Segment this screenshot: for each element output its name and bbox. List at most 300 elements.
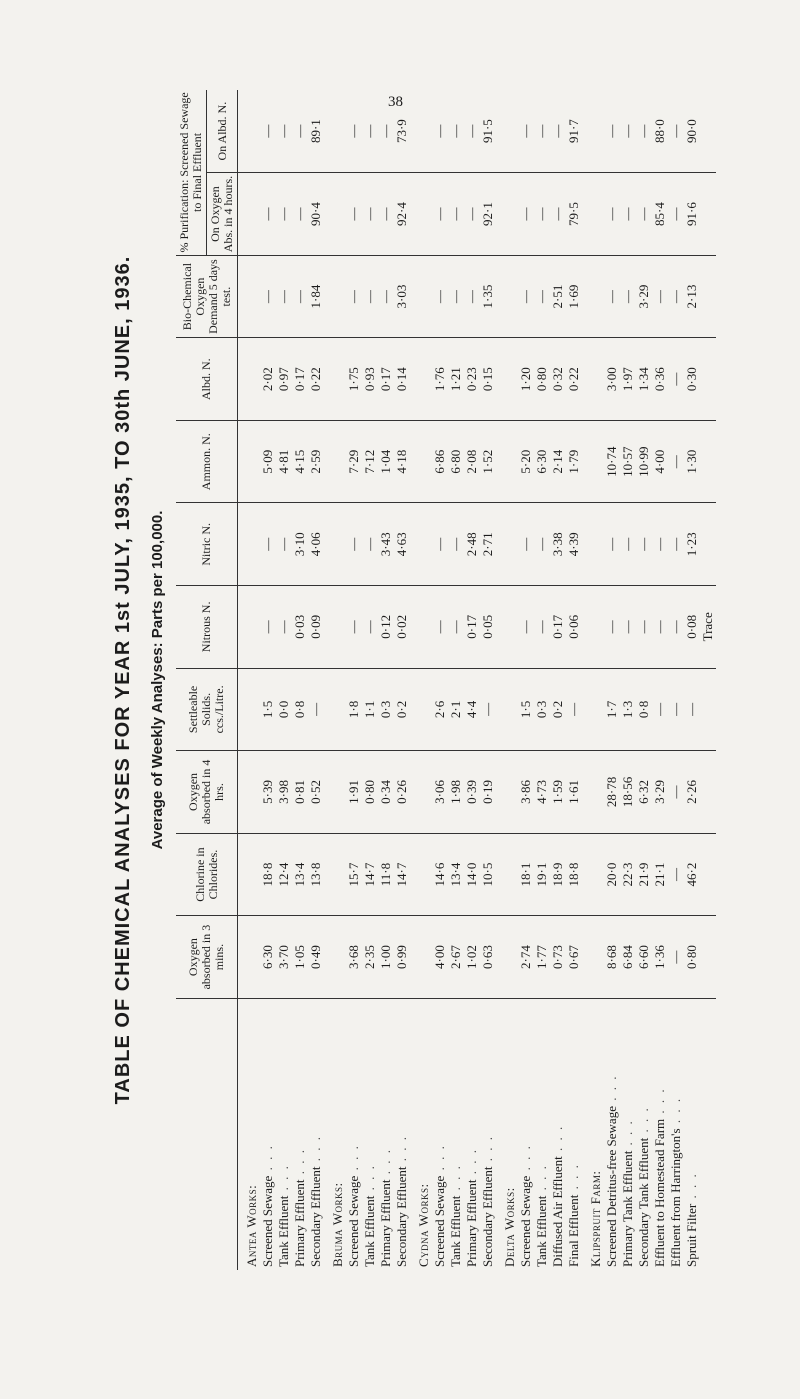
table-row [480,90,496,1270]
sample-name: Final Effluent [566,1194,581,1267]
table-row [534,90,550,1270]
sample-name: Tank Effluent [534,1195,549,1267]
leader-dots: . . . [448,1164,463,1196]
rotated-table-sheet [110,90,715,1270]
value-cell: 1·1 [362,668,378,751]
empty-cell [582,173,604,256]
analyses-table [176,90,716,1270]
value-cell: 2·26 [684,751,700,834]
empty-cell [700,338,716,421]
value-cell: — [448,586,464,669]
header-bod: Bio-Chemical Oxygen Demand 5 days test. [176,255,238,338]
value-cell: — [292,255,308,338]
value-cell: — [480,668,496,751]
sample-name-cell [604,998,620,1270]
value-cell: 10·99 [636,420,652,503]
value-cell: 22·3 [620,833,636,916]
leader-dots: . . . [636,1106,651,1138]
value-cell: — [448,90,464,173]
value-cell: 2·1 [448,668,464,751]
value-cell: 4·00 [432,916,448,999]
empty-cell [238,503,261,586]
value-cell: — [260,586,276,669]
value-cell: 6·30 [534,420,550,503]
value-cell: 0·34 [378,751,394,834]
value-cell: 21·9 [636,833,652,916]
value-cell: — [636,90,652,173]
header-nitrous: Nitrous N. [176,586,238,669]
value-cell: 0·2 [550,668,566,751]
leader-dots: . . . [480,1135,495,1167]
empty-cell [238,916,261,999]
value-cell: 4·73 [534,751,550,834]
value-cell: — [604,90,620,173]
value-cell: — [668,90,684,173]
sample-name: Screened Detritus-free Sewage [604,1106,619,1267]
value-cell: 0·39 [464,751,480,834]
table-title: TABLE OF CHEMICAL ANALYSES FOR YEAR 1st JULY, 1935, TO 30th JUNE, 1936. [112,255,134,1105]
value-cell: 0·97 [276,338,292,421]
value-cell: — [260,503,276,586]
value-cell: — [534,586,550,669]
value-cell: 18·56 [620,751,636,834]
value-cell: — [448,255,464,338]
value-cell: — [378,173,394,256]
value-cell: — [604,503,620,586]
sample-name-cell [394,998,410,1270]
value-cell: 14·0 [464,833,480,916]
sample-name-cell [346,998,362,1270]
value-cell: 1·75 [346,338,362,421]
empty-cell [582,916,604,999]
value-cell: 7·12 [362,420,378,503]
leader-dots: . . . [378,1148,393,1180]
works-name: Cydna Works: [416,1183,431,1267]
sample-name-cell [260,998,276,1270]
empty-cell [700,173,716,256]
empty-cell [238,173,261,256]
value-cell: 1·79 [566,420,582,503]
value-cell: — [668,916,684,999]
value-cell: 4·18 [394,420,410,503]
value-cell: 3·98 [276,751,292,834]
value-cell: 2·14 [550,420,566,503]
sample-name: Screened Sewage [260,1175,275,1267]
sample-name-cell [652,998,668,1270]
empty-cell [410,420,432,503]
table-row [432,90,448,1270]
sample-name-cell [636,998,652,1270]
value-cell: 1·5 [518,668,534,751]
header-sample [176,998,238,1270]
table-row [636,90,652,1270]
value-cell: 1·35 [480,255,496,338]
value-cell: — [534,503,550,586]
value-cell: 2·08 [464,420,480,503]
table-row [292,90,308,1270]
table-row [394,90,410,1270]
empty-cell [238,751,261,834]
empty-cell [410,173,432,256]
value-cell: — [346,586,362,669]
value-cell: 92·1 [480,173,496,256]
value-cell: 4·15 [292,420,308,503]
trace-note: Trace [700,586,716,669]
value-cell: 10·74 [604,420,620,503]
value-cell: — [668,173,684,256]
leader-dots: . . . [346,1144,361,1176]
empty-cell [496,90,518,173]
empty-cell [410,503,432,586]
value-cell: 0·3 [534,668,550,751]
empty-cell [700,751,716,834]
table-subtitle: Average of Weekly Analyses: Parts per 100,000. [149,510,166,850]
table-row [518,90,534,1270]
sample-name: Diffused Air Effluent [550,1156,565,1267]
empty-cell [324,668,346,751]
value-cell: 0·8 [292,668,308,751]
value-cell: 0·80 [534,338,550,421]
value-cell: 0·06 [566,586,582,669]
value-cell: 0·3 [378,668,394,751]
value-cell: 88·0 [652,90,668,173]
leader-dots: . . . [566,1163,581,1195]
sample-name-cell [432,998,448,1270]
value-cell: 92·4 [394,173,410,256]
value-cell: 1·76 [432,338,448,421]
trace-note-row [700,90,716,1270]
value-cell: 0·81 [292,751,308,834]
empty-cell [496,503,518,586]
value-cell: 1·77 [534,916,550,999]
header-settleable-solids: Settleable Solids. ccs./Litre. [176,668,238,751]
value-cell: — [518,90,534,173]
table-row [362,90,378,1270]
leader-dots: . . . [394,1135,409,1167]
value-cell: 1·02 [464,916,480,999]
table-row [308,90,324,1270]
sample-name: Primary Effluent [292,1179,307,1267]
sample-name-cell [534,998,550,1270]
sample-name: Secondary Effluent [394,1166,409,1267]
value-cell: 89·1 [308,90,324,173]
value-cell: 1·8 [346,668,362,751]
value-cell: 18·1 [518,833,534,916]
value-cell: 1·34 [636,338,652,421]
value-cell: 0·12 [378,586,394,669]
sample-name-cell [276,998,292,1270]
table-row [668,90,684,1270]
value-cell: — [604,173,620,256]
empty-cell [496,173,518,256]
empty-cell [324,420,346,503]
value-cell: 1·05 [292,916,308,999]
value-cell: — [620,255,636,338]
empty-cell [582,338,604,421]
value-cell: — [668,503,684,586]
works-heading-row [410,90,432,1270]
value-cell: 12·4 [276,833,292,916]
value-cell: 0·93 [362,338,378,421]
empty-cell [324,173,346,256]
empty-cell [324,833,346,916]
value-cell: 1·98 [448,751,464,834]
value-cell: 1·52 [480,420,496,503]
value-cell: 1·21 [448,338,464,421]
header-chlorine: Chlorine in Chlorides. [176,833,238,916]
value-cell: 0·52 [308,751,324,834]
empty-cell [324,338,346,421]
value-cell: 4·00 [652,420,668,503]
value-cell: 3·68 [346,916,362,999]
value-cell: — [260,255,276,338]
sample-name: Screened Sewage [346,1175,361,1267]
value-cell: — [652,586,668,669]
value-cell: 0·80 [362,751,378,834]
value-cell: 0·14 [394,338,410,421]
works-name: Delta Works: [502,1187,517,1267]
works-heading-row [582,90,604,1270]
value-cell: 0·36 [652,338,668,421]
leader-dots: . . . [534,1164,549,1196]
sample-name: Primary Effluent [378,1179,393,1267]
empty-cell [238,90,261,173]
sample-name-cell [566,998,582,1270]
value-cell: — [652,668,668,751]
value-cell: 1·20 [518,338,534,421]
page-number: 38 [388,94,403,110]
leader-dots: . . . [604,1074,619,1107]
sample-name-cell [518,998,534,1270]
value-cell: — [260,90,276,173]
value-cell: 4·81 [276,420,292,503]
value-cell: — [432,173,448,256]
table-row [550,90,566,1270]
value-cell: 4·39 [566,503,582,586]
sample-name: Tank Effluent [362,1195,377,1267]
value-cell: — [362,173,378,256]
leader-dots: . . . [432,1144,447,1176]
leader-dots: . . . [684,1172,699,1204]
empty-cell [324,255,346,338]
value-cell: — [346,503,362,586]
value-cell: 1·3 [620,668,636,751]
value-cell: 4·06 [308,503,324,586]
table-row [378,90,394,1270]
value-cell: 2·51 [550,255,566,338]
value-cell: — [260,173,276,256]
value-cell: 1·97 [620,338,636,421]
empty-cell [324,751,346,834]
leader-dots: . . . [276,1164,291,1196]
value-cell: — [620,503,636,586]
value-cell: — [668,751,684,834]
sample-name: Screened Sewage [518,1175,533,1267]
table-row [620,90,636,1270]
value-cell: 0·23 [464,338,480,421]
value-cell: — [566,668,582,751]
works-heading-row [238,90,261,1270]
sample-name: Effluent from Harrington's [668,1128,683,1267]
value-cell: — [620,173,636,256]
header-purification: % Purification: Screened Sewage to Final Effluent [176,90,207,255]
value-cell: 0·22 [308,338,324,421]
value-cell: 73·9 [394,90,410,173]
value-cell: 0·67 [566,916,582,999]
empty-cell [496,586,518,669]
sample-name: Effluent to Homestead Farm [652,1118,667,1267]
value-cell: — [534,90,550,173]
value-cell: 3·06 [432,751,448,834]
value-cell: 0·02 [394,586,410,669]
value-cell: 1·7 [604,668,620,751]
empty-cell [496,255,518,338]
value-cell: — [518,173,534,256]
value-cell: 20·0 [604,833,620,916]
value-cell: 0·09 [308,586,324,669]
value-cell: 91·5 [480,90,496,173]
empty-cell [582,420,604,503]
value-cell: 0·26 [394,751,410,834]
value-cell: 0·05 [480,586,496,669]
value-cell: 14·7 [394,833,410,916]
value-cell: 2·67 [448,916,464,999]
value-cell: 0·49 [308,916,324,999]
value-cell: 14·6 [432,833,448,916]
value-cell: 0·17 [378,338,394,421]
value-cell: 6·30 [260,916,276,999]
leader-dots: . . . [260,1144,275,1176]
value-cell: 1·69 [566,255,582,338]
value-cell: 0·0 [276,668,292,751]
sample-name: Tank Effluent [276,1195,291,1267]
table-row [260,90,276,1270]
works-heading-row [496,90,518,1270]
empty-cell [410,833,432,916]
value-cell: — [636,586,652,669]
value-cell: — [432,503,448,586]
empty-cell [410,751,432,834]
value-cell: 3·03 [394,255,410,338]
works-heading-row [324,90,346,1270]
value-cell: — [362,503,378,586]
value-cell: 5·39 [260,751,276,834]
sample-name: Screened Sewage [432,1175,447,1267]
header-nitric: Nitric N. [176,503,238,586]
value-cell: 0·08 [684,586,700,669]
table-row [604,90,620,1270]
value-cell: 1·23 [684,503,700,586]
empty-cell [324,90,346,173]
empty-cell [582,833,604,916]
empty-cell [410,255,432,338]
value-cell: 2·74 [518,916,534,999]
leader-dots: . . . [308,1135,323,1167]
value-cell: — [276,586,292,669]
value-cell: 2·02 [260,338,276,421]
value-cell: — [684,668,700,751]
empty-cell [496,420,518,503]
header-purification-oxygen: On Oxygen Abs. in 4 hours. [207,173,238,256]
empty-cell [324,916,346,999]
value-cell: 3·29 [636,255,652,338]
sample-name: Tank Effluent [448,1195,463,1267]
value-cell: — [362,586,378,669]
value-cell: 91·6 [684,173,700,256]
value-cell: — [378,255,394,338]
value-cell: 4·63 [394,503,410,586]
value-cell: 21·1 [652,833,668,916]
value-cell: 3·00 [604,338,620,421]
table-body [238,90,717,1270]
value-cell: 46·2 [684,833,700,916]
value-cell: 5·09 [260,420,276,503]
value-cell: 5·20 [518,420,534,503]
value-cell: 0·17 [550,586,566,669]
value-cell: 0·30 [684,338,700,421]
empty-cell [700,668,716,751]
value-cell: 2·35 [362,916,378,999]
value-cell: — [308,668,324,751]
value-cell: 13·8 [308,833,324,916]
value-cell: — [604,586,620,669]
value-cell: — [518,586,534,669]
table-row [684,90,700,1270]
value-cell: — [636,503,652,586]
value-cell: — [668,255,684,338]
table-row [346,90,362,1270]
value-cell: — [518,503,534,586]
sample-name: Secondary Tank Effluent [636,1137,651,1267]
value-cell: 1·04 [378,420,394,503]
sample-name: Secondary Effluent [480,1166,495,1267]
value-cell: — [276,90,292,173]
value-cell: — [432,90,448,173]
empty-cell [410,586,432,669]
works-name: Antea Works: [244,1184,259,1267]
empty-cell [582,503,604,586]
header-albd: Albd. N. [176,338,238,421]
value-cell: 1·36 [652,916,668,999]
value-cell: — [534,173,550,256]
value-cell: 3·10 [292,503,308,586]
table-row [652,90,668,1270]
value-cell: 0·17 [292,338,308,421]
empty-cell [324,586,346,669]
value-cell: 2·71 [480,503,496,586]
empty-cell [582,751,604,834]
leader-dots: . . . [550,1124,565,1157]
value-cell: 3·86 [518,751,534,834]
sample-name-cell [668,998,684,1270]
value-cell: 3·43 [378,503,394,586]
value-cell: 0·8 [636,668,652,751]
leader-dots: . . . [652,1087,667,1119]
value-cell: 90·0 [684,90,700,173]
value-cell: 10·5 [480,833,496,916]
empty-cell [238,586,261,669]
value-cell: 90·4 [308,173,324,256]
value-cell: 15·7 [346,833,362,916]
value-cell: 28·78 [604,751,620,834]
value-cell: 0·80 [684,916,700,999]
value-cell: 7·29 [346,420,362,503]
leader-dots: . . . [518,1144,533,1176]
value-cell: 6·32 [636,751,652,834]
value-cell: — [668,833,684,916]
value-cell: — [448,173,464,256]
leader-dots: . . . [668,1096,683,1129]
